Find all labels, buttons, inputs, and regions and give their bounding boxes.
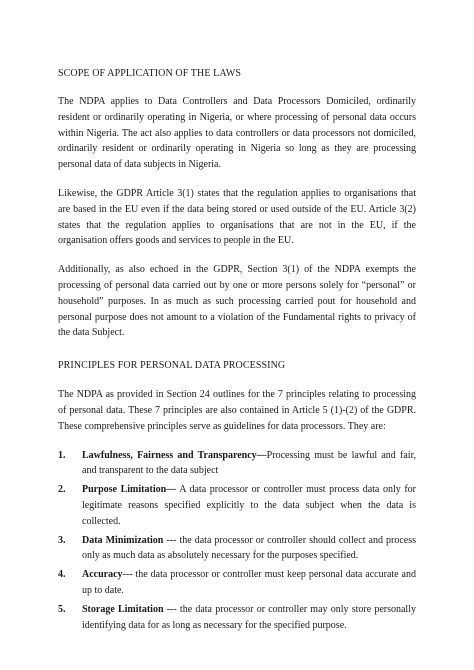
paragraph-gdpr-article-3: Likewise, the GDPR Article 3(1) states that the regulation applies to organisations that are based in the EU even if the data being stored or used outside of the EU. Article 3(2) states that the regulation applies to organisations that are not in the EU, if the organisation offers goods and services to people in the EU. bbox=[58, 187, 416, 247]
list-item bbox=[58, 448, 416, 480]
list-item bbox=[58, 533, 416, 565]
list-item-term: Purpose Limitation— bbox=[82, 484, 177, 496]
list-item-text: --- the data processor or controller should collect and process only as much data as absolutely necessary for the purposes specified. bbox=[82, 534, 416, 562]
list-item-number: 4. bbox=[58, 569, 66, 581]
principles-list bbox=[58, 448, 416, 634]
paragraph-principles-intro: The NDPA as provided in Section 24 outlines for the 7 principles relating to processing of personal data. These 7 principles are also contained in Article 5 (1)-(2) of the GDPR. These comprehensive principles serve as guidelines for data processors. They are: bbox=[58, 389, 416, 432]
list-item bbox=[58, 482, 416, 529]
section-heading-scope: SCOPE OF APPLICATION OF THE LAWS bbox=[58, 68, 242, 79]
list-item-term: Lawfulness, Fairness and Transparency— bbox=[82, 449, 267, 461]
list-item-text: A data processor or controller must process data only for legitimate reasons specified explicitly to the data subject when the data is collected. bbox=[82, 484, 417, 527]
paragraph-ndpa-exemption: Additionally, as also echoed in the GDPR, Section 3(1) of the NDPA exempts the processing of personal data carried out by one or more persons solely for “personal” or household” purposes. In as much as such processing carried pout for household and personal purpose does not amount to a violation of the Fundamental rights to privacy of the data Subject. bbox=[58, 264, 416, 339]
list-item bbox=[58, 602, 416, 634]
list-item-text: --- the data processor or controller must keep personal data accurate and up to date. bbox=[82, 569, 416, 596]
list-item-number: 3. bbox=[58, 534, 66, 546]
list-item bbox=[58, 567, 416, 599]
list-item-number: 5. bbox=[58, 603, 66, 615]
list-item-number: 1. bbox=[58, 449, 66, 461]
list-item-term: Accuracy bbox=[82, 569, 123, 581]
list-item-text: Processing must be lawful and fair, and transparent to the data subject bbox=[82, 449, 416, 477]
list-item-text: --- the data processor or controller may only store personally identifying data for as long as necessary for the specified purpose. bbox=[82, 603, 416, 631]
section-heading-principles: PRINCIPLES FOR PERSONAL DATA PROCESSING bbox=[58, 360, 286, 372]
list-item-term: Storage Limitation bbox=[82, 603, 164, 615]
paragraph-ndpa-applicability: The NDPA applies to Data Controllers and Data Processors Domiciled, ordinarily resident or ordinarily operating in Nigeria, or where processing of personal data occurs within Nigeria. The act also applies to data controllers or data processors not domiciled, ordinarily resident or ordinarily operating in Nigeria so long as they are processing personal data of data subjects in Nigeria. bbox=[58, 96, 416, 171]
list-item-term: Data Minimization bbox=[82, 534, 164, 546]
list-item-number: 2. bbox=[58, 484, 66, 496]
